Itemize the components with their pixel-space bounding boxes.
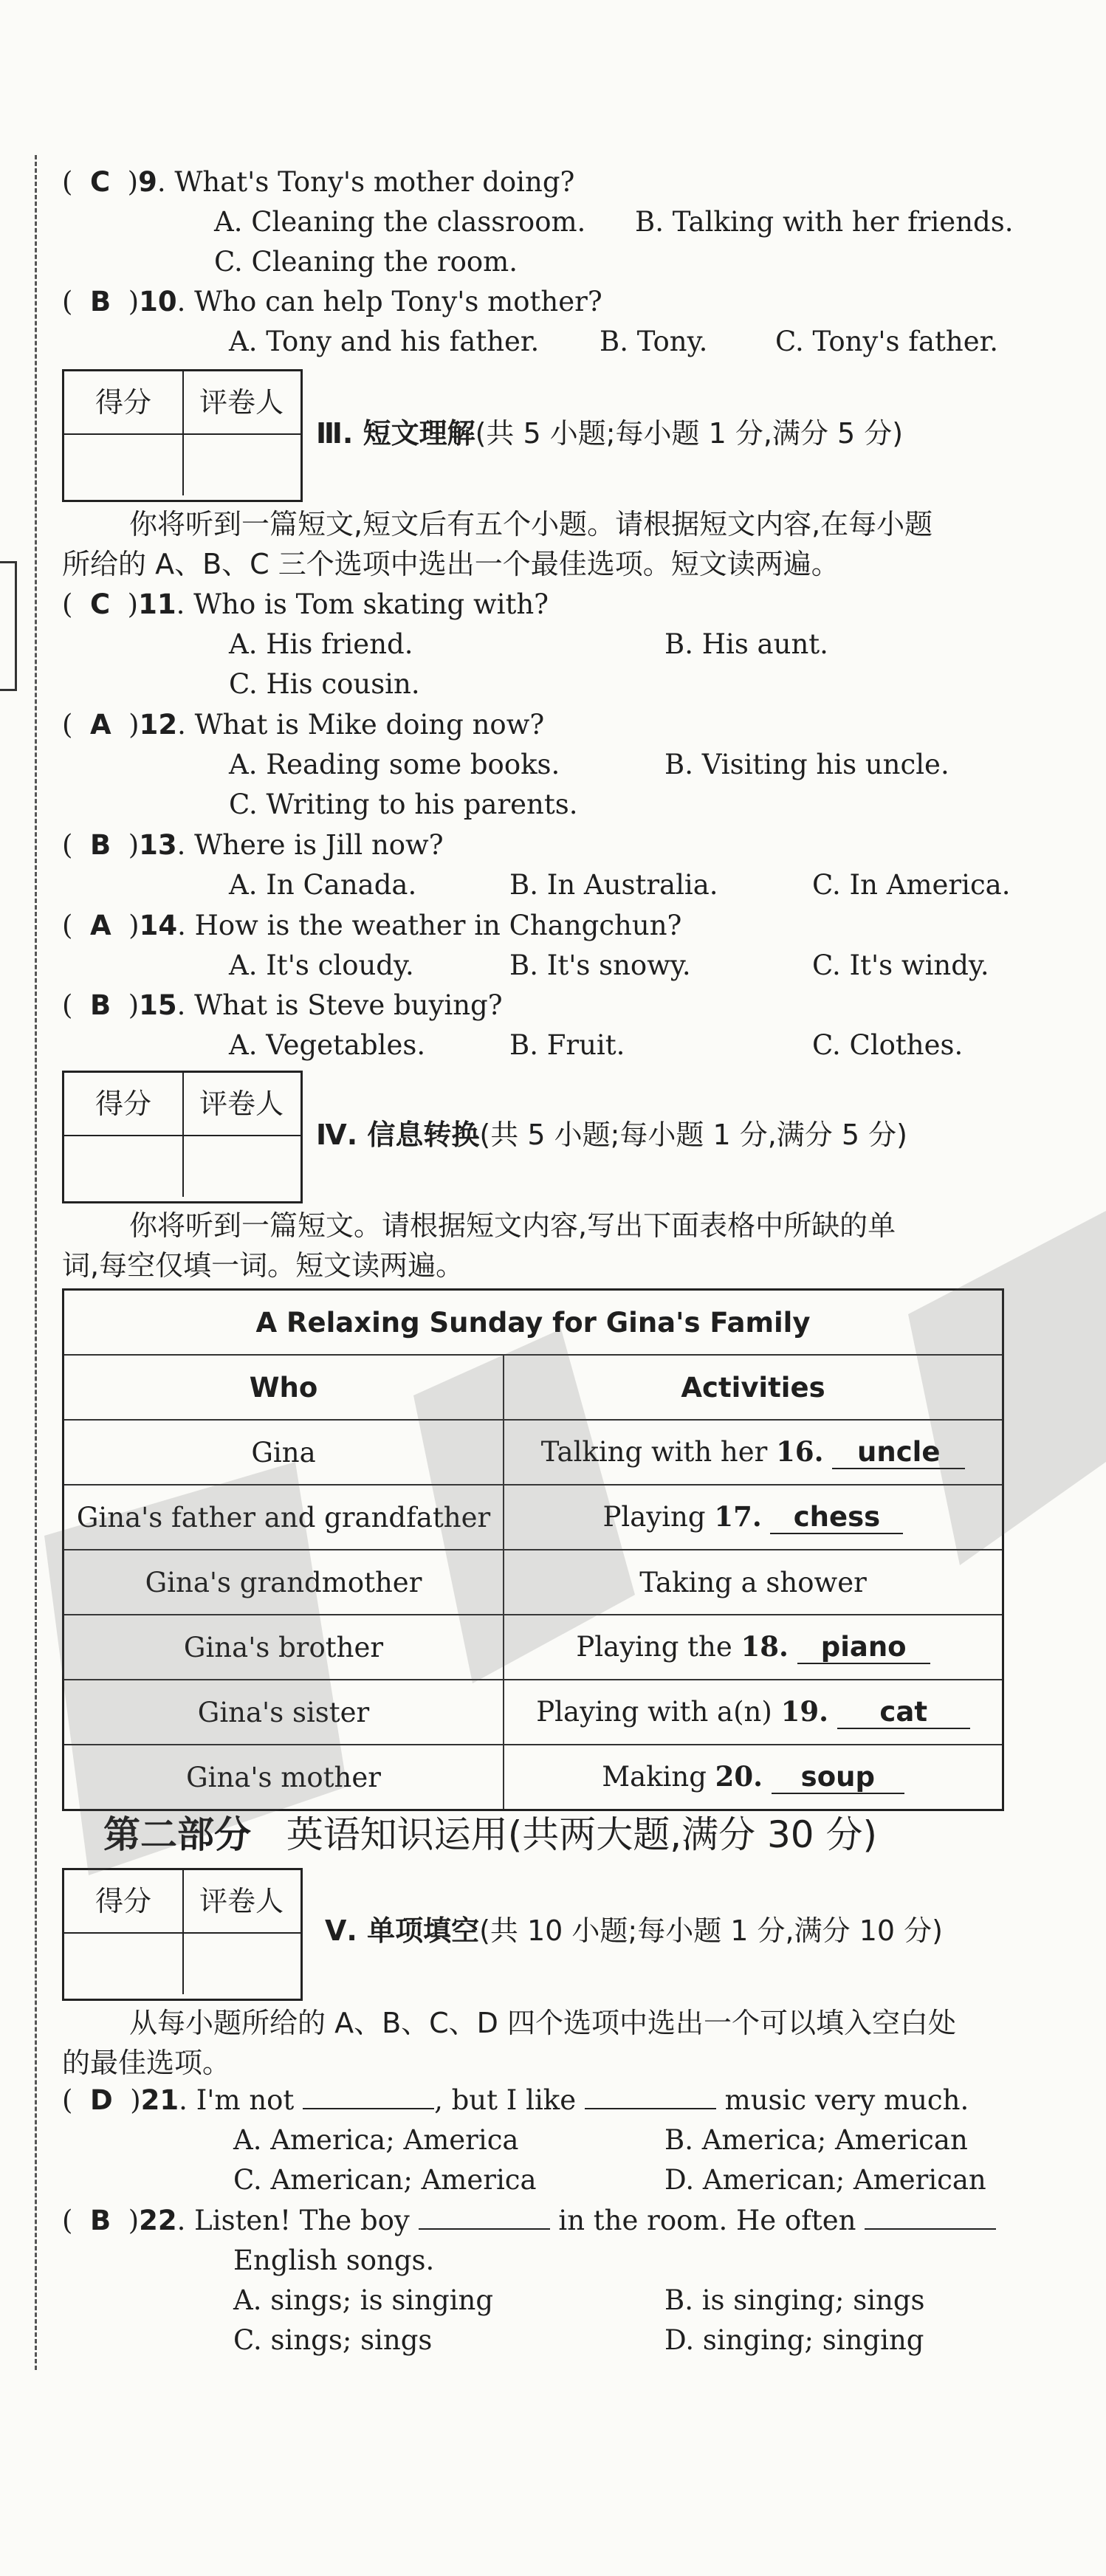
blank[interactable]	[419, 2206, 550, 2230]
question-11: ( C )11. Who is Tom skating with?	[62, 588, 549, 620]
option-b: B. America; American	[664, 2124, 968, 2156]
question-13: ( B )13. Where is Jill now?	[62, 829, 444, 861]
option-c: C. In America.	[812, 869, 1011, 901]
score-cell[interactable]	[64, 1932, 184, 1994]
table-row: Gina's grandmother Taking a shower	[63, 1550, 1003, 1615]
answer-fill[interactable]: chess	[770, 1501, 903, 1534]
question-10: ( B )10. Who can help Tony's mother?	[62, 286, 602, 317]
binding-dashed-line	[35, 155, 37, 2370]
option-b: B. In Australia.	[509, 869, 718, 901]
score-label: 得分	[64, 1073, 184, 1136]
score-label: 得分	[64, 1870, 184, 1934]
option-c: C. It's windy.	[812, 949, 989, 981]
section-4-instruction-line1: 你将听到一篇短文。请根据短文内容,写出下面表格中所缺的单	[129, 1209, 896, 1242]
table-title: A Relaxing Sunday for Gina's Family	[63, 1290, 1003, 1356]
question-21: ( D )21. I'm not , but I like music very much.	[62, 2084, 969, 2116]
grader-label: 评卷人	[182, 1870, 300, 1934]
part-2-heading: 第二部分 英语知识运用(共两大题,满分 30 分)	[103, 1813, 878, 1856]
option-a: A. His friend.	[229, 628, 413, 660]
option-a: A. Cleaning the classroom.	[214, 206, 586, 238]
table-row: Gina Talking with her 16. uncle	[63, 1420, 1003, 1485]
table-row: Gina's mother Making 20. soup	[63, 1745, 1003, 1810]
info-table	[62, 1288, 1004, 1811]
blank[interactable]	[865, 2206, 996, 2230]
blank[interactable]	[585, 2086, 716, 2109]
col-header-who: Who	[63, 1355, 504, 1420]
option-a: A. sings; is singing	[233, 2284, 494, 2316]
question-15: ( B )15. What is Steve buying?	[62, 989, 503, 1021]
option-c: C. His cousin.	[229, 668, 420, 700]
question-22-continuation: English songs.	[233, 2244, 435, 2276]
question-text: Who can help Tony's mother?	[194, 286, 602, 317]
answer-fill[interactable]: uncle	[832, 1436, 965, 1469]
question-22: ( B )22. Listen! The boy in the room. He often	[62, 2202, 996, 2239]
section-4-title: Ⅳ. 信息转换(共 5 小题;每小题 1 分,满分 5 分)	[316, 1119, 907, 1151]
option-a: A. America; America	[233, 2124, 519, 2156]
score-box	[62, 1071, 303, 1203]
option-c: C. Cleaning the room.	[214, 246, 518, 278]
grader-label: 评卷人	[182, 371, 300, 435]
option-a: A. It's cloudy.	[229, 949, 414, 981]
option-a: A. In Canada.	[229, 869, 417, 901]
option-b: B. It's snowy.	[509, 949, 691, 981]
edge-mark	[0, 561, 17, 691]
option-b: B. Tony.	[600, 326, 708, 357]
table-row: Gina's brother Playing the 18. piano	[63, 1615, 1003, 1680]
option-d: D. American; American	[664, 2164, 986, 2196]
option-c: C. American; America	[233, 2164, 537, 2196]
answer: B	[89, 286, 111, 317]
option-b: B. His aunt.	[664, 628, 828, 660]
score-label: 得分	[64, 371, 184, 435]
section-5-title: Ⅴ. 单项填空(共 10 小题;每小题 1 分,满分 10 分)	[325, 1914, 943, 1947]
option-b: B. Fruit.	[509, 1029, 625, 1061]
option-c: C. Writing to his parents.	[229, 789, 578, 820]
option-c: C. Clothes.	[812, 1029, 964, 1061]
section-3-instruction-line2: 所给的 A、B、C 三个选项中选出一个最佳选项。短文读两遍。	[62, 548, 839, 580]
option-d: D. singing; singing	[664, 2324, 924, 2356]
option-a: A. Vegetables.	[229, 1029, 426, 1061]
option-b: B. Talking with her friends.	[635, 206, 1014, 238]
option-a: A. Tony and his father.	[229, 326, 540, 357]
section-5-instruction-line1: 从每小题所给的 A、B、C、D 四个选项中选出一个可以填入空白处	[129, 2007, 957, 2039]
score-box	[62, 1868, 303, 2001]
table-row: Gina's sister Playing with a(n) 19. cat	[63, 1680, 1003, 1745]
score-cell[interactable]	[64, 433, 184, 495]
table-row: Gina's father and grandfather Playing 17. chess	[63, 1485, 1003, 1550]
question-14: ( A )14. How is the weather in Changchun?	[62, 910, 682, 941]
answer-fill[interactable]: soup	[772, 1761, 904, 1794]
answer-fill[interactable]: cat	[837, 1696, 970, 1729]
grader-label: 评卷人	[182, 1073, 300, 1136]
option-b: B. Visiting his uncle.	[664, 749, 949, 780]
section-4-instruction-line2: 词,每空仅填一词。短文读两遍。	[62, 1249, 464, 1282]
section-3-title: Ⅲ. 短文理解(共 5 小题;每小题 1 分,满分 5 分)	[316, 417, 904, 450]
answer: C	[89, 166, 111, 198]
option-a: A. Reading some books.	[229, 749, 560, 780]
section-3-instruction-line1: 你将听到一篇短文,短文后有五个小题。请根据短文内容,在每小题	[129, 508, 933, 540]
question-9: ( C )9. What's Tony's mother doing?	[62, 166, 575, 198]
option-b: B. is singing; sings	[664, 2284, 925, 2316]
option-c: C. Tony's father.	[775, 326, 998, 357]
col-header-activities: Activities	[504, 1355, 1003, 1420]
score-cell[interactable]	[64, 1135, 184, 1197]
blank[interactable]	[303, 2086, 434, 2109]
question-text: What's Tony's mother doing?	[174, 166, 575, 198]
answer-fill[interactable]: piano	[797, 1631, 930, 1664]
section-5-instruction-line2: 的最佳选项。	[62, 2047, 231, 2079]
score-box	[62, 369, 303, 502]
question-12: ( A )12. What is Mike doing now?	[62, 709, 545, 741]
option-c: C. sings; sings	[233, 2324, 433, 2356]
